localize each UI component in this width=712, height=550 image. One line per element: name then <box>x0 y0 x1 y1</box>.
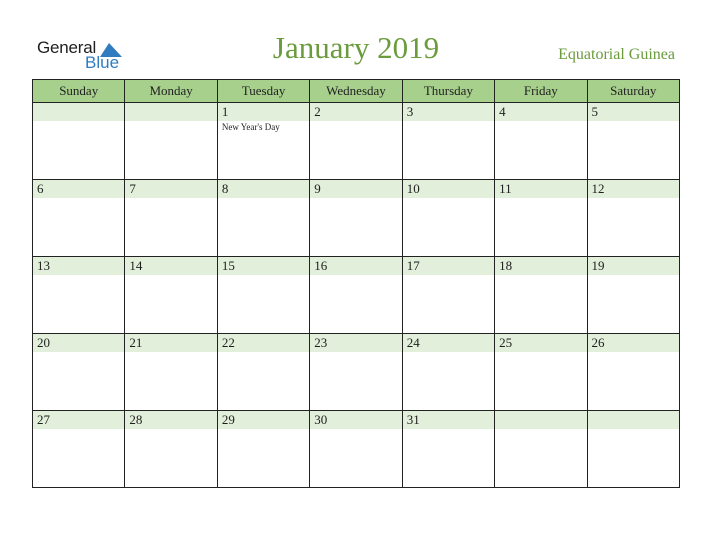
day-cell <box>33 411 125 488</box>
day-number <box>588 411 679 429</box>
day-number: 5 <box>588 103 679 121</box>
day-cell <box>310 257 402 334</box>
day-number <box>495 411 586 429</box>
day-number: 14 <box>125 257 216 275</box>
day-number: 1 <box>218 103 309 121</box>
week-row <box>33 257 680 334</box>
day-cell <box>217 103 309 180</box>
day-cell <box>217 180 309 257</box>
day-number: 28 <box>125 411 216 429</box>
day-number: 31 <box>403 411 494 429</box>
week-row <box>33 103 680 180</box>
day-number: 9 <box>310 180 401 198</box>
day-number: 29 <box>218 411 309 429</box>
day-cell <box>125 411 217 488</box>
week-row <box>33 334 680 411</box>
day-cell <box>125 180 217 257</box>
logo-word-blue: Blue <box>85 53 120 72</box>
day-cell <box>587 103 679 180</box>
day-cell <box>125 257 217 334</box>
day-number: 11 <box>495 180 586 198</box>
day-number: 26 <box>588 334 679 352</box>
day-number: 22 <box>218 334 309 352</box>
weekday-header: Sunday <box>33 80 125 103</box>
day-cell <box>310 103 402 180</box>
weekday-header: Wednesday <box>310 80 402 103</box>
day-number: 6 <box>33 180 124 198</box>
holiday-label: New Year's Day <box>221 122 280 132</box>
day-number: 27 <box>33 411 124 429</box>
day-cell <box>402 334 494 411</box>
weekday-header: Thursday <box>402 80 494 103</box>
day-cell <box>402 257 494 334</box>
logo-word-general: General <box>37 38 97 57</box>
day-number <box>33 103 124 121</box>
day-number: 10 <box>403 180 494 198</box>
day-number <box>125 103 216 121</box>
week-row <box>33 180 680 257</box>
day-cell <box>310 334 402 411</box>
day-cell <box>33 180 125 257</box>
day-number: 13 <box>33 257 124 275</box>
day-number: 30 <box>310 411 401 429</box>
country-name: Equatorial Guinea <box>558 46 675 63</box>
day-cell <box>33 257 125 334</box>
day-number: 23 <box>310 334 401 352</box>
day-cell <box>402 411 494 488</box>
day-cell <box>125 334 217 411</box>
day-cell <box>495 334 587 411</box>
day-cell <box>217 257 309 334</box>
day-cell <box>33 334 125 411</box>
weekday-header: Saturday <box>587 80 679 103</box>
day-cell <box>587 411 679 488</box>
day-number: 25 <box>495 334 586 352</box>
weekday-header: Tuesday <box>217 80 309 103</box>
day-number: 8 <box>218 180 309 198</box>
day-number: 16 <box>310 257 401 275</box>
calendar-grid <box>32 79 680 488</box>
weekday-header: Monday <box>125 80 217 103</box>
day-cell <box>495 257 587 334</box>
day-number: 7 <box>125 180 216 198</box>
day-cell <box>402 103 494 180</box>
day-cell <box>33 103 125 180</box>
day-cell <box>217 411 309 488</box>
day-cell <box>587 180 679 257</box>
day-number: 19 <box>588 257 679 275</box>
day-number: 21 <box>125 334 216 352</box>
day-cell <box>217 334 309 411</box>
day-cell <box>402 180 494 257</box>
day-number: 3 <box>403 103 494 121</box>
day-cell <box>310 411 402 488</box>
weekday-header-row <box>33 80 680 103</box>
day-number: 15 <box>218 257 309 275</box>
day-cell <box>495 103 587 180</box>
day-number: 12 <box>588 180 679 198</box>
day-cell <box>125 103 217 180</box>
week-row <box>33 411 680 488</box>
day-cell <box>495 180 587 257</box>
day-number: 18 <box>495 257 586 275</box>
day-number: 20 <box>33 334 124 352</box>
day-cell <box>587 257 679 334</box>
weekday-header: Friday <box>495 80 587 103</box>
day-cell <box>310 180 402 257</box>
day-cell <box>587 334 679 411</box>
day-number: 24 <box>403 334 494 352</box>
day-number: 4 <box>495 103 586 121</box>
day-cell <box>495 411 587 488</box>
day-number: 17 <box>403 257 494 275</box>
day-number: 2 <box>310 103 401 121</box>
calendar-title: January 2019 <box>272 30 440 65</box>
